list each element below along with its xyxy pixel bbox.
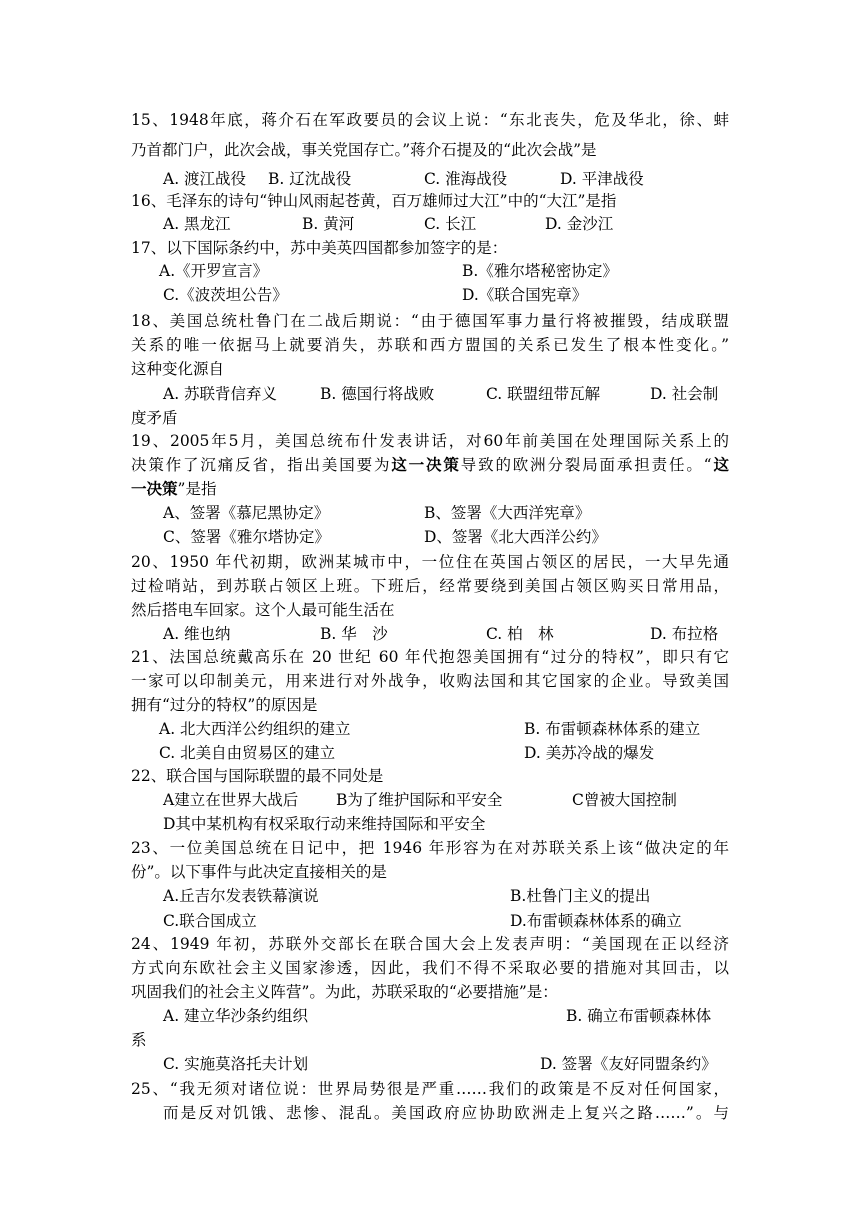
q17-option-d: D.《联合国宪章》: [462, 286, 588, 304]
q24-option-d: D. 签署《友好同盟条约》: [540, 1055, 717, 1073]
q19-option-a: A、签署《慕尼黑协定》: [163, 504, 330, 522]
q20-option-d: D. 布拉格: [650, 625, 719, 643]
q15-option-c: C. 淮海战役: [424, 170, 508, 188]
q21-stem-line-2: 一家可以印制美元，用来进行对外战争，收购法国和其它国家的企业。导致美国: [131, 672, 729, 690]
q15-option-b: B. 辽沈战役: [268, 170, 352, 188]
q23-option-a: A.丘吉尔发表铁幕演说: [163, 887, 319, 905]
q18-stem-line-1: 18、美国总统杜鲁门在二战后期说：“由于德国军事力量行将被摧毁，结成联盟: [131, 312, 729, 330]
q15-option-a: A. 渡江战役: [163, 170, 247, 188]
q25-stem-line-2: 而是反对饥饿、悲惨、混乱。美国政府应协助欧洲走上复兴之路……”。与: [163, 1104, 729, 1122]
q19-emphasis-this-decision: 这一决策: [391, 455, 461, 474]
q16-option-d: D. 金沙江: [545, 215, 614, 233]
q20-stem-line-2: 过检哨站，到苏联占领区上班。下班后，经常要绕到美国占领区购买日常用品，: [131, 577, 729, 595]
q18-option-b: B. 德国行将战败: [320, 385, 435, 403]
q24-stem-line-3: 巩固我们的社会主义阵营”。为此，苏联采取的“必要措施”是：: [131, 983, 558, 1001]
q21-stem-line-1: 21、法国总统戴高乐在 20 世纪 60 年代抱怨美国拥有“过分的特权”，即只有它: [131, 648, 729, 666]
q16-option-b: B. 黄河: [302, 215, 355, 233]
q19-stem-line-1: 19、2005年5月，美国总统布什发表讲话，对60年前美国在处理国际关系上的: [131, 432, 729, 450]
q18-stem-line-4: 度矛盾: [131, 409, 178, 427]
q24-stem-line-4: 系: [131, 1031, 147, 1049]
q20-option-a: A. 维也纳: [163, 625, 231, 643]
q18-stem-line-2: 关系的唯一依据马上就要消失，苏联和西方盟国的关系已发生了根本性变化。”: [131, 336, 729, 354]
q22-option-a: A建立在世界大战后: [163, 791, 299, 809]
q17-option-a: A.《开罗宣言》: [159, 262, 269, 280]
q23-stem-line-2: 份”。以下事件与此决定直接相关的是: [131, 863, 387, 881]
q22-option-c: C曾被大国控制: [572, 791, 677, 809]
q17-option-b: B.《雅尔塔秘密协定》: [462, 262, 618, 280]
q20-option-b: B. 华 沙: [320, 625, 388, 643]
q22-stem-line-1: 22、联合国与国际联盟的最不同处是: [131, 767, 384, 785]
q18-option-c: C. 联盟纽带瓦解: [486, 385, 601, 403]
q22-option-d: D其中某机构有权采取行动来维持国际和平安全: [163, 815, 486, 833]
q18-stem-line-3: 这种变化源自: [131, 360, 225, 378]
q19-stem-line-3: [131, 478, 216, 500]
q18-option-a: A. 苏联背信弃义: [163, 385, 278, 403]
q15-option-d: D. 平津战役: [560, 170, 644, 188]
q24-stem-line-1: 24、1949 年初，苏联外交部长在联合国大会上发表声明：“美国现在正以经济: [131, 935, 729, 953]
q19-stem-line-2-part-3: 导致的欧洲分裂局面承担责任。“: [460, 456, 712, 474]
q23-option-b: B.杜鲁门主义的提出: [510, 887, 651, 905]
q21-stem-line-3: 拥有“过分的特权”的原因是: [131, 696, 318, 714]
q20-stem-line-3: 然后搭电车回家。这个人最可能生活在: [131, 601, 395, 619]
q18-option-d: D. 社会制: [650, 385, 719, 403]
q19-option-d: D、签署《北大西洋公约》: [424, 528, 607, 546]
q23-stem-line-1: 23、一位美国总统在日记中，把 1946 年形容为在对苏联关系上该“做决定的年: [131, 839, 729, 857]
q19-emphasis-one-decision: 一决策: [131, 479, 178, 498]
q21-option-a: A. 北大西洋公约组织的建立: [159, 720, 351, 738]
q19-emphasis-this: 这: [711, 455, 729, 474]
q19-stem-line-3-part-2: ”是指: [177, 480, 217, 498]
q20-stem-line-1: 20、1950 年代初期，欧洲某城市中，一位住在英国占领区的居民，一大早先通: [131, 553, 729, 571]
q24-option-b: B. 确立布雷顿森林体: [566, 1007, 712, 1025]
q25-stem-line-1: 25、“我无须对诸位说：世界局势很是严重……我们的政策是不反对任何国家，: [131, 1080, 729, 1098]
q19-option-b: B、签署《大西洋宪章》: [424, 504, 591, 522]
q23-option-d: D.布雷顿森林体系的确立: [510, 912, 682, 930]
q19-stem-line-2-part-1: 决策作了沉痛反省，指出美国要为: [131, 456, 392, 474]
q20-option-c: C. 柏 林: [486, 625, 554, 643]
q15-stem-line-2: 乃首都门户，此次会战，事关党国存亡。”蒋介石提及的“此次会战”是: [131, 141, 597, 159]
q24-stem-line-2: 方式向东欧社会主义国家渗透，因此，我们不得不采取必要的措施对其回击，以: [131, 959, 729, 977]
q21-option-b: B. 布雷顿森林体系的建立: [524, 720, 701, 738]
q22-option-b: B为了维护国际和平安全: [336, 791, 503, 809]
q16-option-c: C. 长江: [424, 215, 477, 233]
q19-stem-line-2: [131, 454, 729, 476]
q15-stem-line-1: 15、1948年底，蒋介石在军政要员的会议上说：“东北丧失，危及华北，徐、蚌: [131, 111, 729, 129]
q23-option-c: C.联合国成立: [163, 912, 257, 930]
q16-option-a: A. 黑龙江: [163, 215, 231, 233]
q17-stem-line-1: 17、以下国际条约中，苏中美英四国都参加签字的是：: [131, 239, 508, 257]
q17-option-c: C.《波茨坦公告》: [163, 286, 288, 304]
q19-option-c: C、签署《雅尔塔协定》: [163, 528, 330, 546]
q21-option-d: D. 美苏冷战的爆发: [524, 744, 655, 762]
q16-stem-line-1: 16、毛泽东的诗句“钟山风雨起苍黄，百万雄师过大江”中的“大江”是指: [131, 192, 617, 210]
q24-option-a: A. 建立华沙条约组织: [163, 1007, 309, 1025]
q21-option-c: C. 北美自由贸易区的建立: [159, 744, 336, 762]
q24-option-c: C. 实施莫洛托夫计划: [163, 1055, 309, 1073]
